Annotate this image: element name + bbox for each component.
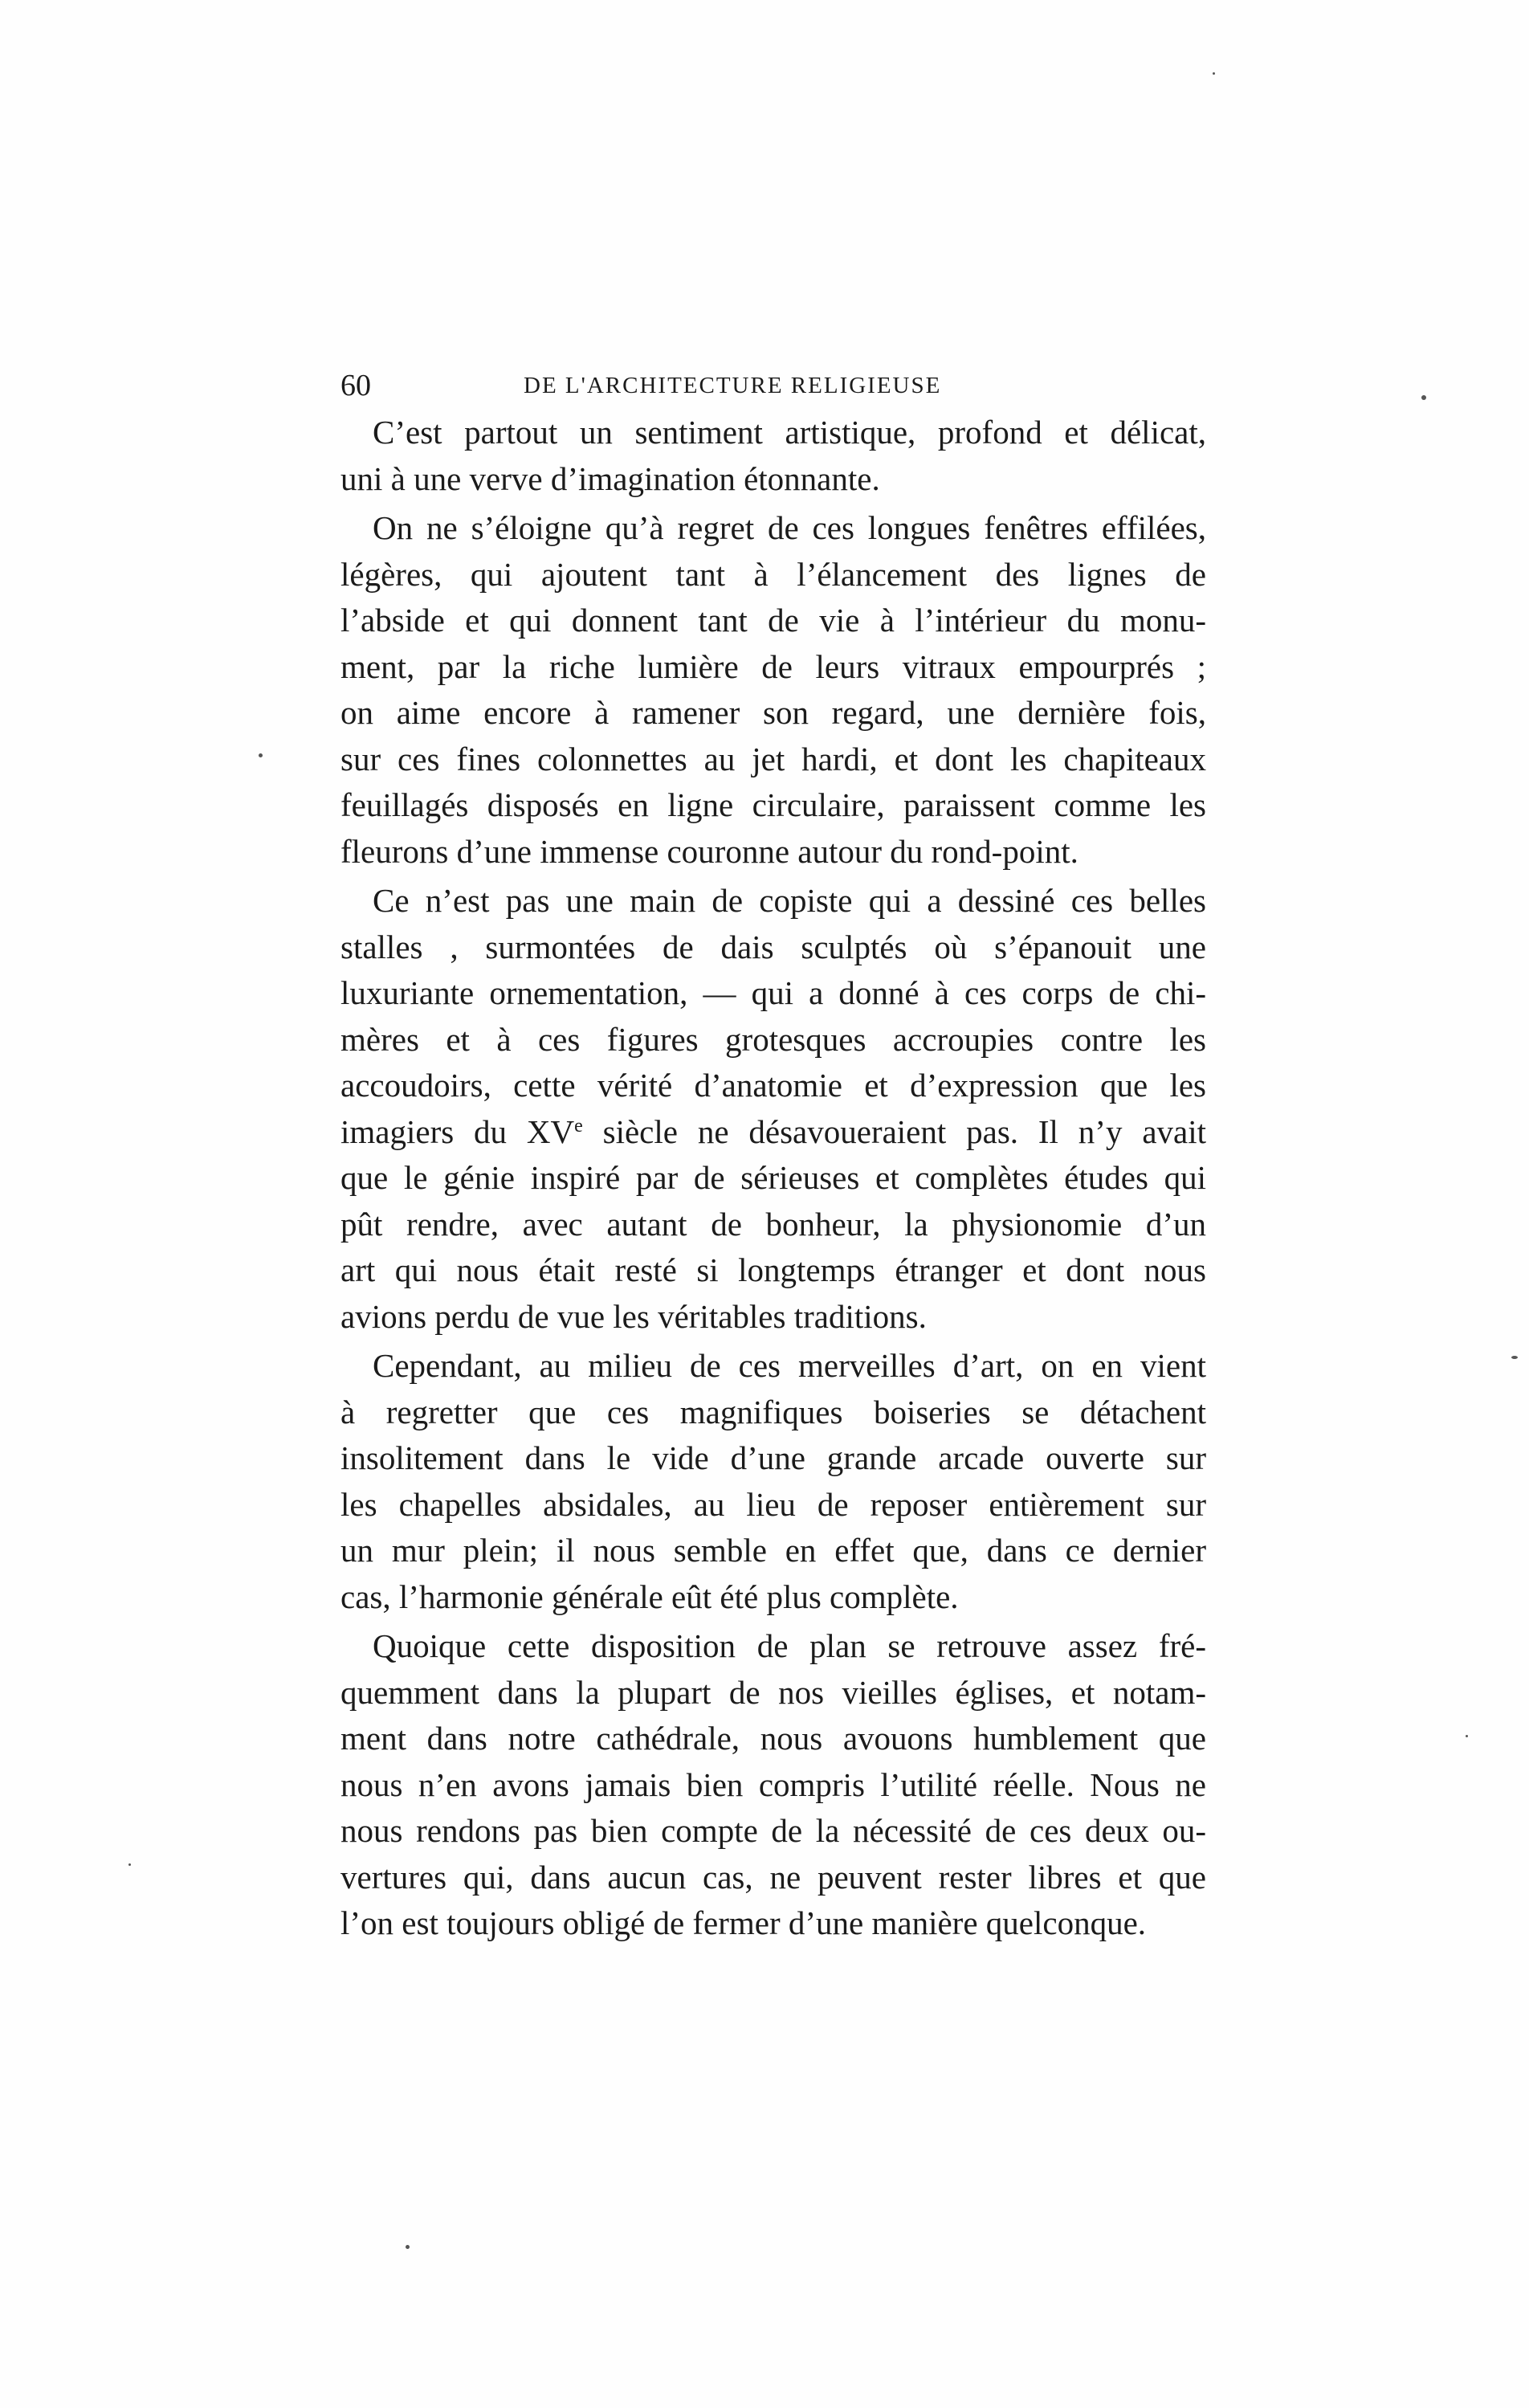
text-line: luxuriante ornementation, — qui a donné à ces corps de chi- (340, 974, 1206, 1011)
text-line: cas, l’harmonie générale eût été plus complète. (340, 1577, 959, 1615)
scan-speck (1466, 1735, 1468, 1737)
text-line: ment, par la riche lumière de leurs vitraux empourprés ; (340, 647, 1206, 685)
paragraph (340, 1623, 1206, 1947)
text-line: C’est partout un sentiment artistique, profond et délicat, (373, 414, 1206, 451)
text-line: l’abside et qui donnent tant de vie à l’intérieur du monu- (340, 602, 1206, 639)
superscript: e (574, 1115, 583, 1137)
text-line: pût rendre, avec autant de bonheur, la physionomie d’un (340, 1205, 1206, 1243)
text-line: uni à une verve d’imagination étonnante. (340, 459, 880, 497)
text-fragment: imagiers du XV (340, 1112, 575, 1150)
paragraph (340, 505, 1206, 875)
text-line: un mur plein; il nous semble en effet que, dans ce dernier (340, 1532, 1206, 1569)
text-line: feuillagés disposés en ligne circulaire, paraissent comme les (340, 786, 1206, 823)
text-line: on aime encore à ramener son regard, une dernière fois, (340, 694, 1206, 731)
paragraph (340, 410, 1206, 502)
text-line: art qui nous était resté si longtemps étranger et dont nous (340, 1251, 1206, 1288)
text-line: légères, qui ajoutent tant à l’élancement des lignes de (340, 555, 1206, 593)
text-line: l’on est toujours obligé de fermer d’une manière quelconque. (340, 1904, 1147, 1941)
text-line: fleurons d’une immense couronne autour du rond-point. (340, 832, 1078, 870)
scan-speck (1511, 1356, 1518, 1359)
running-title: DE L'ARCHITECTURE RELIGIEUSE (524, 373, 942, 398)
text-line: que le génie inspiré par de sérieuses et complètes études qui (340, 1159, 1206, 1196)
text-line: les chapelles absidales, au lieu de reposer entièrement sur (340, 1485, 1206, 1523)
page-number: 60 (340, 369, 371, 402)
text-line: avions perdu de vue les véritables traditions. (340, 1297, 927, 1335)
paragraph (340, 1343, 1206, 1620)
scan-speck (1213, 72, 1215, 75)
body-text (340, 410, 1206, 1947)
text-line: sur ces fines colonnettes au jet hardi, et dont les chapiteaux (340, 740, 1206, 777)
text-fragment: siècle ne désavoueraient pas. Il n’y avait (582, 1112, 1206, 1150)
text-line: nous n’en avons jamais bien compris l’utilité réelle. Nous ne (340, 1765, 1206, 1803)
text-line: stalles , surmontées de dais sculptés où s’épanouit une (340, 928, 1206, 965)
text-line: vertures qui, dans aucun cas, ne peuvent rester libres et que (340, 1858, 1206, 1896)
text-line: accoudoirs, cette vérité d’anatomie et d’expression que les (340, 1067, 1206, 1104)
scan-speck (259, 753, 263, 757)
paragraph (340, 878, 1206, 1340)
text-line: On ne s’éloigne qu’à regret de ces longues fenêtres effilées, (373, 509, 1206, 546)
scan-speck (406, 2245, 410, 2249)
text-line: mères et à ces figures grotesques accroupies contre les (340, 1020, 1206, 1058)
text-line: Ce n’est pas une main de copiste qui a dessiné ces belles (373, 882, 1206, 919)
scan-speck (128, 1863, 131, 1866)
text-line: Cependant, au milieu de ces merveilles d’art, on en vient (373, 1347, 1206, 1384)
text-line: ment dans notre cathédrale, nous avouons humblement que (340, 1720, 1206, 1757)
text-line: Quoique cette disposition de plan se retrouve assez fré- (373, 1627, 1206, 1664)
scan-speck (1421, 395, 1426, 400)
text-line: insolitement dans le vide d’une grande arcade ouverte sur (340, 1439, 1206, 1476)
text-line: à regretter que ces magnifiques boiseries se détachent (340, 1393, 1206, 1431)
text-line: nous rendons pas bien compte de la nécessité de ces deux ou- (340, 1812, 1206, 1849)
text-line: quemment dans la plupart de nos vieilles églises, et notam- (340, 1673, 1206, 1711)
text-line-with-superscript (340, 1109, 1206, 1156)
running-head (340, 361, 1224, 410)
